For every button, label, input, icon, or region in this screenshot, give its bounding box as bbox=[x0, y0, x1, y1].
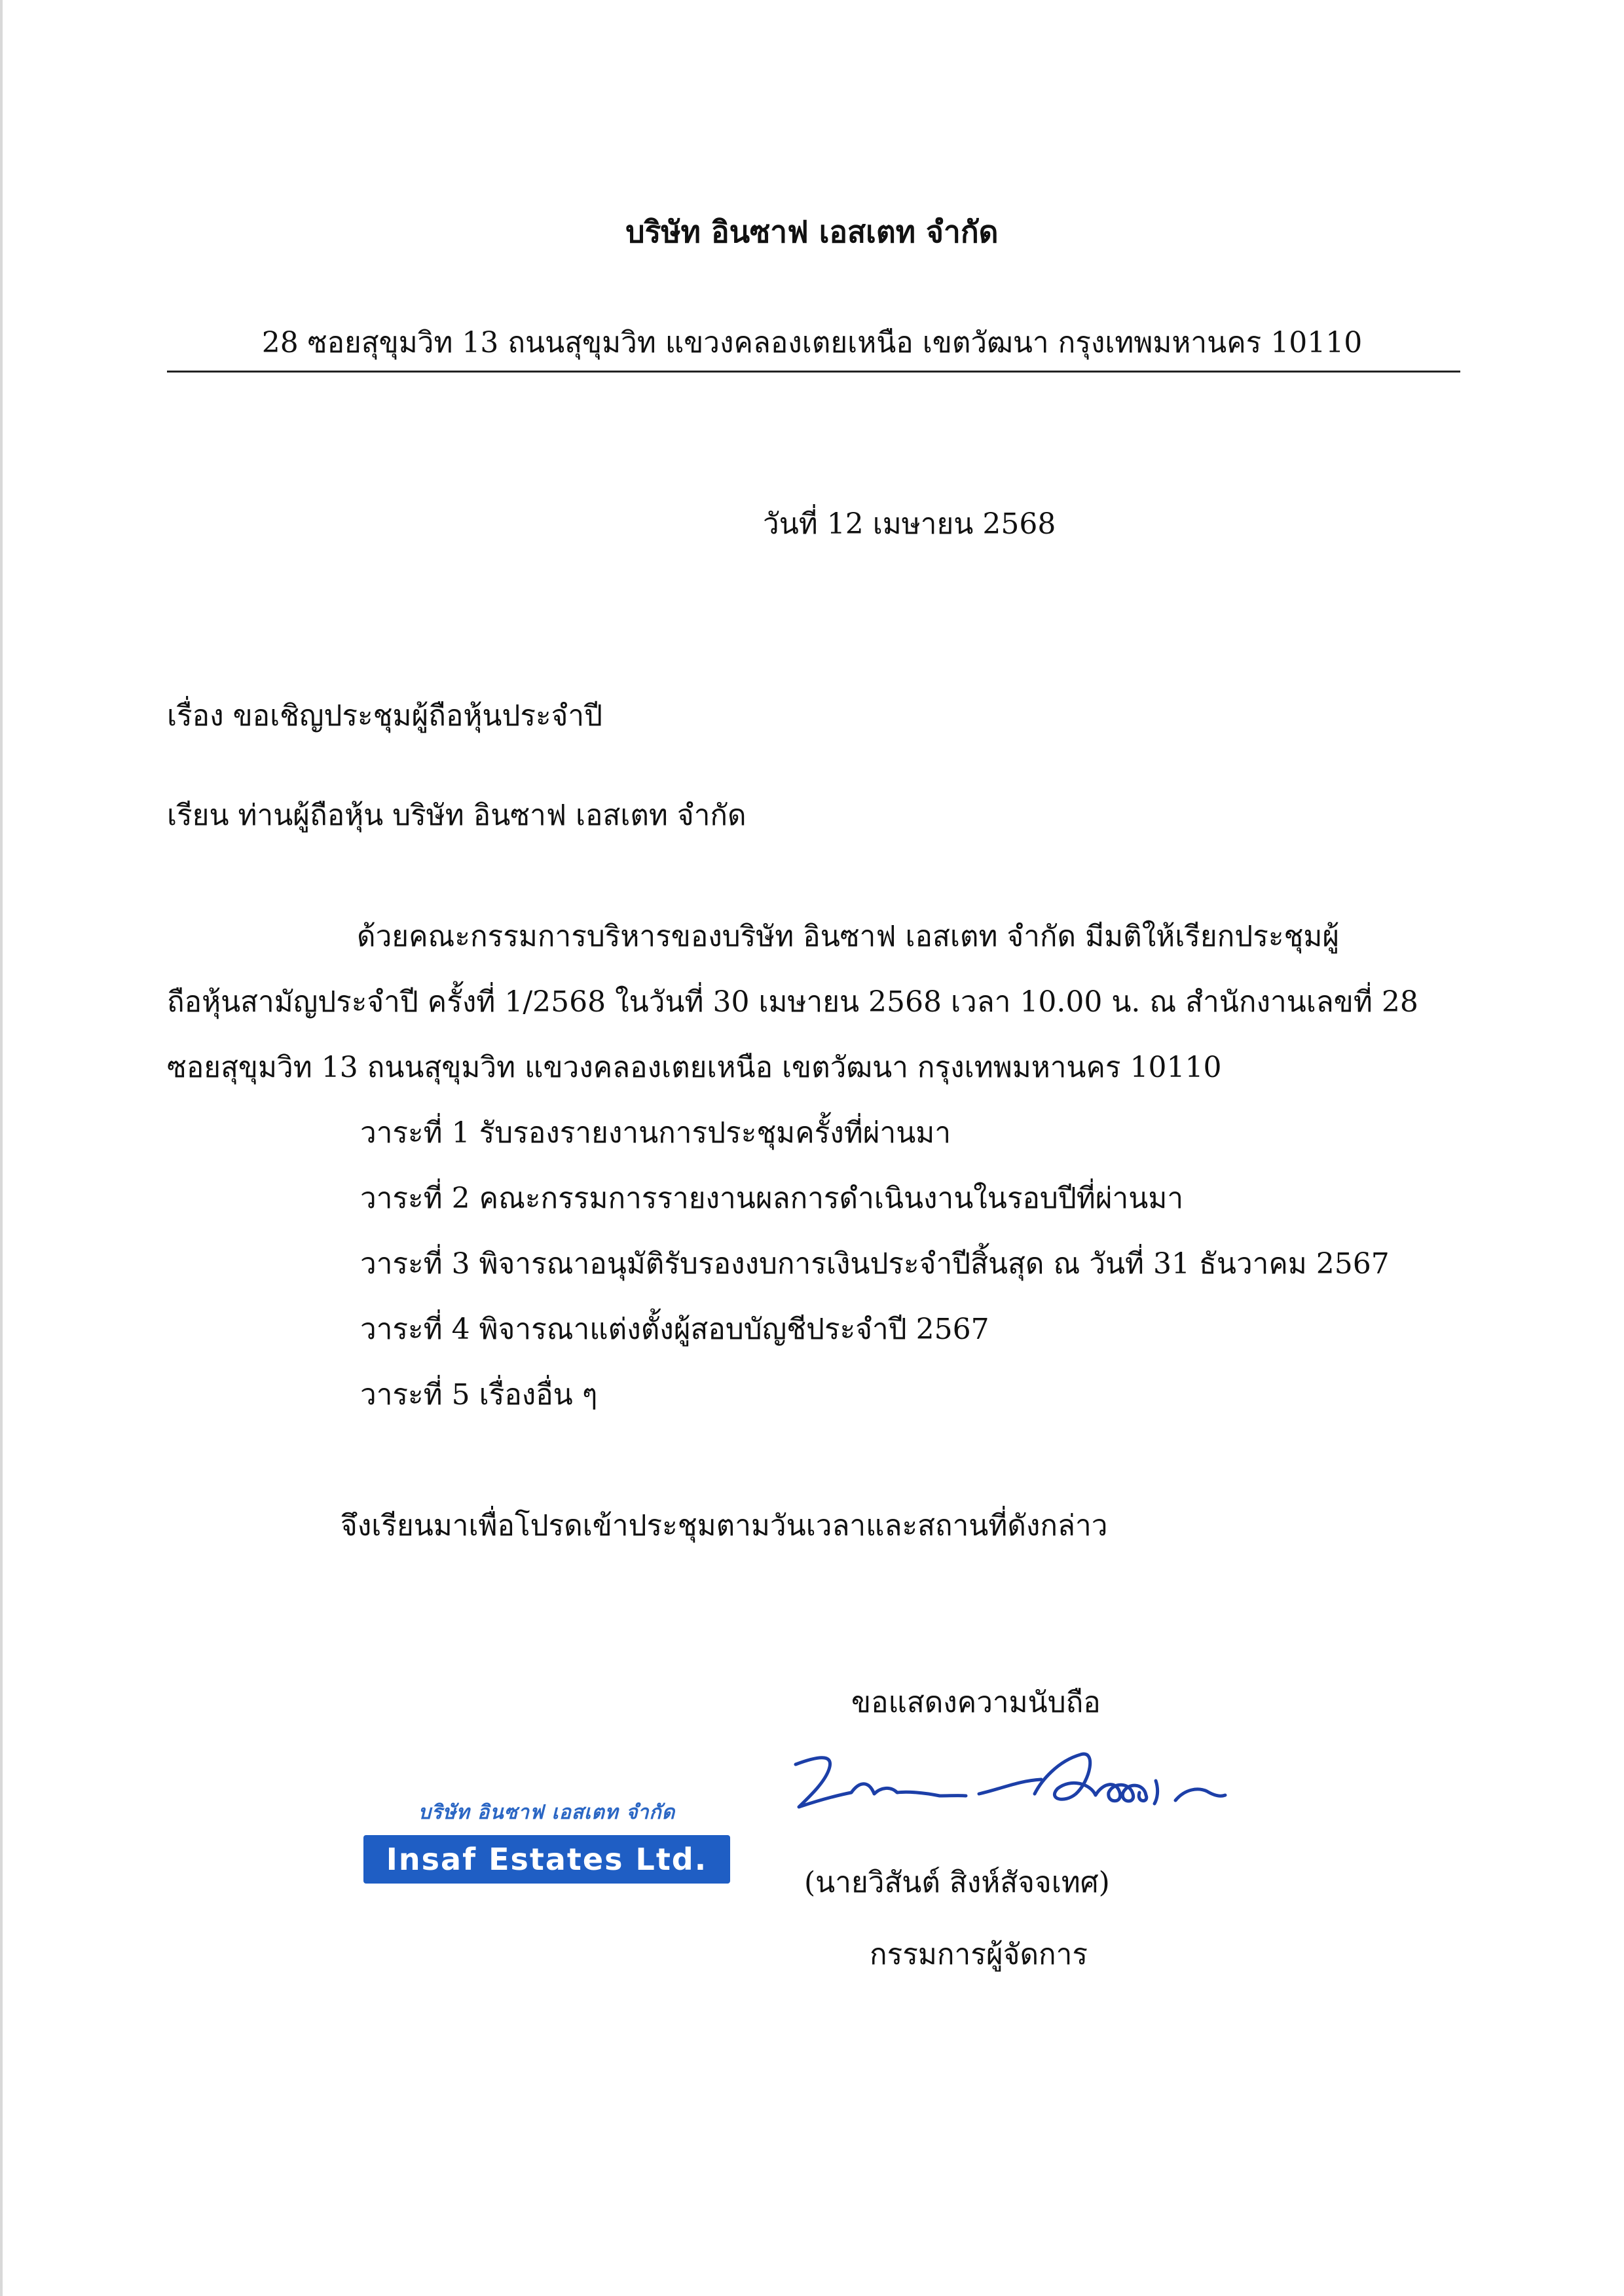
agenda-item: วาระที่ 3 พิจารณาอนุมัติรับรองงบการเงินประจำปีสิ้นสุด ณ วันที่ 31 ธันวาคม 2567 bbox=[360, 1247, 1390, 1281]
agenda-item: วาระที่ 2 คณะกรรมการรายงานผลการดำเนินงานในรอบปีที่ผ่านมา bbox=[360, 1182, 1184, 1215]
stamp-box bbox=[363, 1835, 730, 1884]
closing-statement: จึงเรียนมาเพื่อโปรดเข้าประชุมตามวันเวลาและสถานที่ดังกล่าว bbox=[341, 1509, 1108, 1542]
signatory-name: (นายวิสันต์ สิงห์สัจจเทศ) bbox=[804, 1866, 1110, 1899]
signature-stroke bbox=[1035, 1754, 1147, 1801]
signature-stroke bbox=[796, 1758, 966, 1807]
sign-off-regards: ขอแสดงความนับถือ bbox=[851, 1686, 1101, 1719]
company-address: 28 ซอยสุขุมวิท 13 ถนนสุขุมวิท แขวงคลองเตยเหนือ เขตวัฒนา กรุงเทพมหานคร 10110 bbox=[261, 326, 1363, 359]
stamp-thai-text: บริษัท อินซาฟ เอสเตท จำกัด bbox=[418, 1801, 676, 1824]
letter-salutation: เรียน ท่านผู้ถือหุ้น บริษัท อินซาฟ เอสเตท จำกัด bbox=[167, 799, 747, 832]
agenda-item: วาระที่ 5 เรื่องอื่น ๆ bbox=[360, 1378, 598, 1412]
body-paragraph-line: ซอยสุขุมวิท 13 ถนนสุขุมวิท แขวงคลองเตยเหนือ เขตวัฒนา กรุงเทพมหานคร 10110 bbox=[167, 1051, 1222, 1084]
signature-stroke bbox=[979, 1779, 1041, 1794]
signatory-position: กรรมการผู้จัดการ bbox=[870, 1938, 1088, 1971]
stamp-english-text: Insaf Estates Ltd. bbox=[386, 1842, 708, 1877]
handwritten-signature bbox=[783, 1735, 1228, 1823]
agenda-item: วาระที่ 4 พิจารณาแต่งตั้งผู้สอบบัญชีประจำปี 2567 bbox=[360, 1313, 989, 1346]
header-divider bbox=[167, 371, 1460, 373]
letter-date: วันที่ 12 เมษายน 2568 bbox=[763, 507, 1056, 541]
company-name: บริษัท อินซาฟ เอสเตท จำกัด bbox=[625, 214, 999, 249]
body-paragraph-line: ด้วยคณะกรรมการบริหารของบริษัท อินซาฟ เอสเตท จำกัด มีมติให้เรียกประชุมผู้ bbox=[357, 920, 1340, 953]
agenda-item: วาระที่ 1 รับรองรายงานการประชุมครั้งที่ผ่านมา bbox=[360, 1116, 951, 1150]
company-stamp bbox=[363, 1797, 730, 1886]
body-paragraph-line: ถือหุ้นสามัญประจำปี ครั้งที่ 1/2568 ในวันที่ 30 เมษายน 2568 เวลา 10.00 น. ณ สำนักงานเลขที่ 28 bbox=[167, 985, 1418, 1019]
letter-subject: เรื่อง ขอเชิญประชุมผู้ถือหุ้นประจำปี bbox=[167, 699, 603, 733]
signature-stroke bbox=[1154, 1781, 1225, 1804]
